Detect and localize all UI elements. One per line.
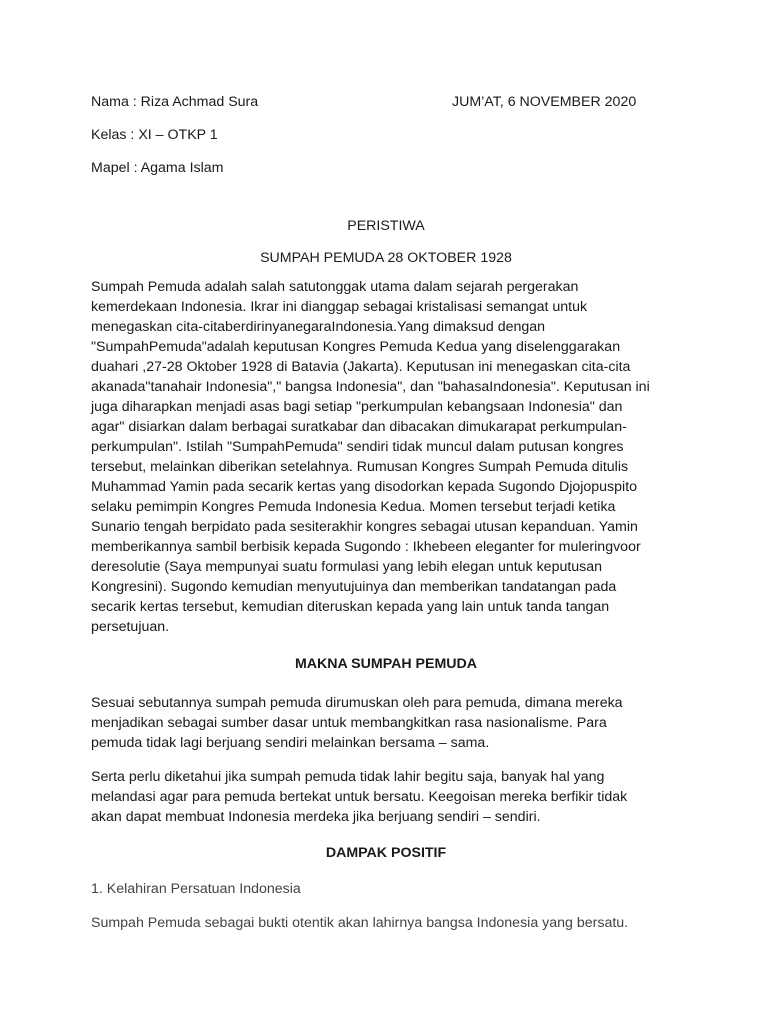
meaning-paragraph-1 [91, 693, 681, 753]
paragraph-line: akan dapat membuat Indonesia merdeka jika berjuang sendiri – sendiri. [91, 809, 541, 825]
paragraph-line: deresolutie (Saya mempunyai suatu formulasi yang lebih elegan untuk keputusan [91, 559, 603, 575]
paragraph-line: menjadikan sebagai sumber dasar untuk membangkitkan rasa nasionalisme. Para [91, 715, 607, 731]
name-date-row [91, 92, 681, 112]
paragraph-line: kemerdekaan Indonesia. Ikrar ini dianggap sebagai kristalisasi semangat untuk [91, 299, 588, 315]
section-heading-positive: DAMPAK POSITIF [325, 845, 447, 861]
subject: Mapel : Agama Islam [91, 160, 224, 176]
paragraph-line: memberikannya sambil berbisik kepada Sugondo : Ikhebeen eleganter for muleringvoor [91, 539, 641, 555]
paragraph-line: Kongresini). Sugondo kemudian menyutujuinya dan memberikan tandatangan pada [91, 579, 617, 595]
title-line-1: PERISTIWA [347, 218, 425, 234]
paragraph-line: agar" disiarkan dalam berbagai suratkabar dan dibacakan dimukarapat perkumpulan- [91, 419, 627, 435]
paragraph-line: Sesuai sebutannya sumpah pemuda dirumuskan oleh para pemuda, dimana mereka [91, 695, 623, 711]
paragraph-line: selaku pemimpin Kongres Pemuda Indonesia Kedua. Momen tersebut terjadi ketika [91, 499, 616, 515]
main-paragraph [91, 277, 681, 637]
section-heading-meaning: MAKNA SUMPAH PEMUDA [294, 656, 478, 672]
student-name: Nama : Riza Achmad Sura [91, 94, 259, 110]
title-line-2: SUMPAH PEMUDA 28 OKTOBER 1928 [260, 250, 512, 266]
list-item-title: 1. Kelahiran Persatuan Indonesia [91, 881, 301, 897]
paragraph-line: akanada"tanahair Indonesia"," bangsa Indonesia", dan "bahasaIndonesia". Keputusan ini [91, 379, 650, 395]
paragraph-line: melandasi agar para pemuda bertekat untuk bersatu. Keegoisan mereka berfikir tidak [91, 789, 628, 805]
paragraph-line: juga diharapkan menjadi asas bagi setiap "perkumpulan kebangsaan Indonesia" dan [91, 399, 623, 415]
paragraph-line: menegaskan cita-citaberdirinyanegaraIndonesia.Yang dimaksud dengan [91, 319, 546, 335]
meaning-paragraph-2 [91, 767, 681, 827]
paragraph-line: Sumpah Pemuda adalah salah satutonggak utama dalam sejarah pergerakan [91, 279, 579, 295]
paragraph-line: secarik kertas tersebut, kemudian diteruskan kepada yang lain untuk tanda tangan [91, 599, 610, 615]
class-row [91, 125, 681, 145]
paragraph-line: persetujuan. [91, 619, 170, 635]
paragraph-line: "SumpahPemuda"adalah keputusan Kongres Pemuda Kedua yang diselenggarakan [91, 339, 621, 355]
paragraph-line: pemuda tidak lagi berjuang sendiri melainkan bersama – sama. [91, 735, 490, 751]
paragraph-line: duahari ,27-28 Oktober 1928 di Batavia (Jakarta). Keputusan ini menegaskan cita-cita [91, 359, 631, 375]
subject-row [91, 158, 681, 178]
document-date: JUM’AT, 6 NOVEMBER 2020 [452, 94, 637, 110]
paragraph-line: tersebut, melainkan diberikan setelahnya. Rumusan Kongres Sumpah Pemuda ditulis [91, 459, 629, 475]
paragraph-line: Serta perlu diketahui jika sumpah pemuda tidak lahir begitu saja, banyak hal yang [91, 769, 605, 785]
student-class: Kelas : XI – OTKP 1 [91, 127, 218, 143]
list-item-text: Sumpah Pemuda sebagai bukti otentik akan lahirnya bangsa Indonesia yang bersatu. [91, 915, 629, 931]
paragraph-line: Muhammad Yamin pada secarik kertas yang disodorkan kepada Sugondo Djojopuspito [91, 479, 638, 495]
paragraph-line: perkumpulan". Istilah "SumpahPemuda" sendiri tidak muncul dalam putusan kongres [91, 439, 624, 455]
paragraph-line: Sunario tengah berpidato pada sesiterakhir kongres sebagai utusan kepanduan. Yamin [91, 519, 638, 535]
document-page [91, 92, 681, 947]
